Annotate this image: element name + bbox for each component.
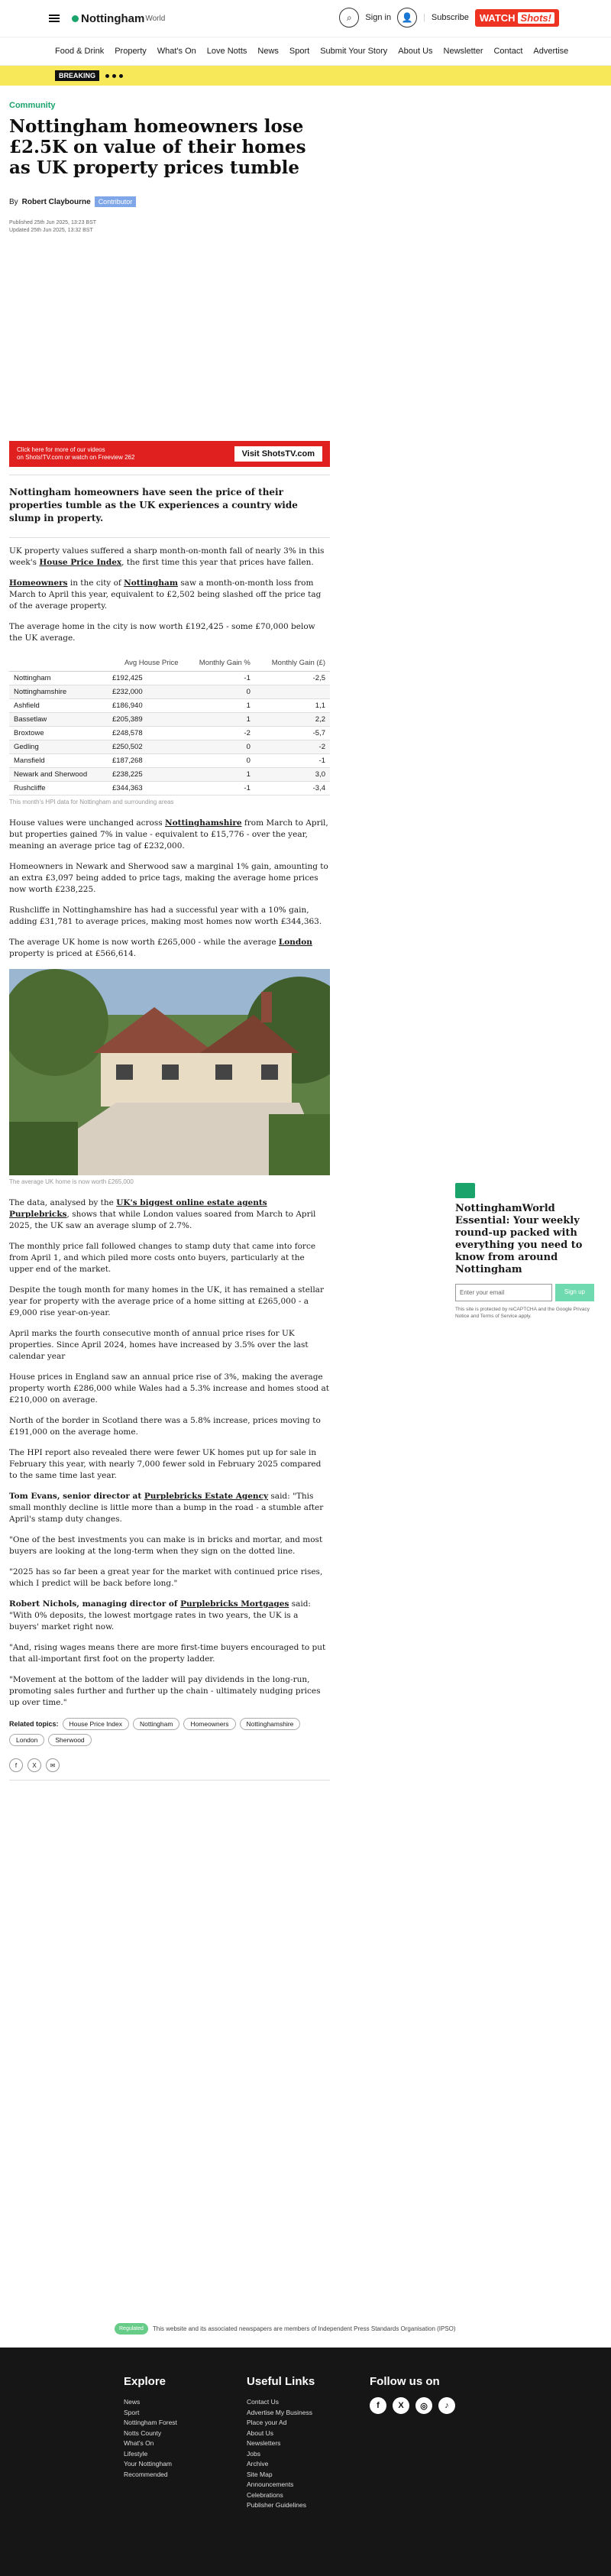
nav-item[interactable]: Advertise <box>533 47 569 56</box>
table-cell: Nottinghamshire <box>9 685 108 699</box>
site-header <box>0 0 611 37</box>
table-cell: £186,940 <box>108 699 183 713</box>
article-lead: Nottingham homeowners have seen the price of their properties tumble as the UK experiences a country wide slump in property. <box>9 487 298 523</box>
footer-link[interactable]: Newsletters <box>247 2439 281 2447</box>
nav-item[interactable]: About Us <box>398 47 433 56</box>
footer-link[interactable]: Place your Ad <box>247 2419 287 2426</box>
table-cell: -2,5 <box>255 672 330 685</box>
table-cell: £250,502 <box>108 740 183 754</box>
footer-link[interactable]: Lifestyle <box>124 2449 148 2458</box>
paragraph-7: The average UK home is now worth £265,000 - while the average London property is priced at £566,614. <box>9 938 312 958</box>
footer-link[interactable]: Site Map <box>247 2470 273 2478</box>
paragraph-4: House values were unchanged across Nottinghamshire from March to April, but properties gained 7% in value - equivalent to £15,776 - over the year, meaning an average price tag of £232,000. <box>9 818 328 851</box>
byline <box>9 196 330 207</box>
paragraph-6: Rushcliffe in Nottinghamshire has had a successful year with a 10% gain, adding £31,781 to average prices, making most homes now worth £344,363. <box>9 906 322 926</box>
table-cell: £232,000 <box>108 685 183 699</box>
table-cell: £248,578 <box>108 727 183 740</box>
author-name[interactable]: Robert Claybourne <box>21 197 91 206</box>
table-cell <box>255 685 330 699</box>
footer-link[interactable]: News <box>124 2398 141 2406</box>
table-row <box>9 740 330 754</box>
table-row <box>9 754 330 768</box>
table-cell: Newark and Sherwood <box>9 768 108 782</box>
table-cell: -1 <box>255 754 330 768</box>
table-cell: 1 <box>183 699 255 713</box>
tiktok-icon[interactable]: ♪ <box>438 2397 455 2414</box>
footer-link[interactable]: Archive <box>247 2460 269 2467</box>
footer-link[interactable]: Sport <box>124 2408 140 2416</box>
related-topic-tag[interactable]: Homeowners <box>183 1718 235 1730</box>
london-link[interactable]: London <box>278 938 312 947</box>
site-logo[interactable] <box>72 12 165 25</box>
table-cell: 3,0 <box>255 768 330 782</box>
table-cell: Bassetlaw <box>9 713 108 727</box>
breaking-badge: BREAKING <box>55 70 99 81</box>
footer-follow <box>370 2375 455 2414</box>
table-header-cell <box>9 655 108 672</box>
byline-prefix: By <box>9 197 18 206</box>
x-share-icon[interactable]: X <box>27 1758 41 1772</box>
newsletter-signup <box>455 1183 594 1320</box>
footer-link[interactable]: What's On <box>124 2439 154 2447</box>
footer-follow-title: Follow us on <box>370 2375 440 2388</box>
paragraph-15: Tom Evans, senior director at Purplebricks Estate Agency said: "This small monthly decline is little more than a bump in the road - a stumble after April's stamp duty changes. <box>9 1492 324 1524</box>
nav-item[interactable]: Sport <box>289 47 310 56</box>
footer-link[interactable]: Recommended <box>124 2470 168 2478</box>
homeowners-link[interactable]: Homeowners <box>9 578 68 588</box>
paragraph-8: The data, analysed by the UK's biggest online estate agents Purplebricks, shows that while London values soared from March to April 2025, the UK saw an average slump of 2.7%. <box>9 1198 316 1230</box>
main-nav <box>0 37 611 66</box>
ipso-text: This website and its associated newspapers are members of Independent Press Standards Organisation (IPSO) <box>152 2325 456 2332</box>
article-title: Nottingham homeowners lose £2.5K on value of their homes as UK property prices tumble <box>9 116 306 178</box>
author-role-badge: Contributor <box>95 196 137 207</box>
paragraph-16: "One of the best investments you can make is in bricks and mortar, and most buyers are looking at the long-term when they sign on the dotted line. <box>9 1535 323 1556</box>
facebook-share-icon[interactable]: f <box>9 1758 23 1772</box>
footer-link[interactable]: Advertise My Business <box>247 2408 312 2416</box>
footer-link[interactable]: Celebrations <box>247 2490 283 2499</box>
paragraph-17: "2025 has so far been a great year for the market with continued price rises, which I predict will be back before long." <box>9 1567 323 1588</box>
hpi-table <box>9 655 330 795</box>
ipso-badge[interactable]: Regulated <box>115 2323 148 2335</box>
table-cell: £187,268 <box>108 754 183 768</box>
paragraph-10: Despite the tough month for many homes in the UK, it has remained a stellar year for property with the average price of a home sitting at £265,000 - a £9,000 rise year-on-year. <box>9 1285 324 1317</box>
nav-item[interactable]: Newsletter <box>443 47 483 56</box>
table-row <box>9 727 330 740</box>
footer-link[interactable]: Notts County <box>124 2429 162 2437</box>
footer-link[interactable]: Contact Us <box>247 2398 280 2406</box>
logo-text: Nottingham <box>81 11 145 25</box>
footer-link[interactable]: Nottingham Forest <box>124 2419 177 2426</box>
divider <box>9 537 330 538</box>
purplebricks-link[interactable]: UK's biggest online estate agents Purplebricks <box>9 1198 267 1219</box>
email-share-icon[interactable]: ✉ <box>46 1758 60 1772</box>
table-cell: -3,4 <box>255 782 330 795</box>
paragraph-3: The average home in the city is now worth £192,425 - some £70,000 below the UK average. <box>9 622 315 643</box>
sign-up-button[interactable]: Sign up <box>555 1284 594 1301</box>
promo-text-2: on Shots!TV.com or watch on Freeview 262 <box>17 454 135 461</box>
footer-link[interactable]: About Us <box>247 2429 273 2437</box>
table-cell: 1 <box>183 768 255 782</box>
published-date: Published 25th Jun 2025, 13:23 BST <box>9 220 97 225</box>
table-cell: -1 <box>183 782 255 795</box>
nav-item[interactable]: News <box>257 47 279 56</box>
table-cell: -1 <box>183 672 255 685</box>
table-cell: -5,7 <box>255 727 330 740</box>
article <box>9 101 330 1788</box>
table-header-row <box>9 655 330 672</box>
related-topic-tag[interactable]: Sherwood <box>48 1734 91 1746</box>
table-cell: £238,225 <box>108 768 183 782</box>
nav-item[interactable]: What's On <box>157 47 196 56</box>
footer-link[interactable]: Announcements <box>247 2480 294 2488</box>
house-price-index-link[interactable]: House Price Index <box>39 558 122 567</box>
breaking-loading-dots <box>105 74 123 78</box>
subscribe-link[interactable]: Subscribe <box>431 13 469 22</box>
newsletter-icon <box>455 1183 475 1198</box>
facebook-icon[interactable]: f <box>370 2397 386 2414</box>
paragraph-11: April marks the fourth consecutive month of annual price rises for UK properties. Since April 2024, homes have increased by 3.5% over the last calendar year <box>9 1329 309 1361</box>
table-cell: Ashfield <box>9 699 108 713</box>
divider <box>9 1780 330 1781</box>
table-header-cell: Monthly Gain (£) <box>255 655 330 672</box>
divider: | <box>423 13 425 22</box>
table-cell: 0 <box>183 685 255 699</box>
nav-item[interactable]: Contact <box>493 47 523 56</box>
visit-shotstv-button[interactable]: Visit ShotsTV.com <box>234 446 322 462</box>
table-cell: 2,2 <box>255 713 330 727</box>
paragraph-14: The HPI report also revealed there were fewer UK homes put up for sale in February this year, with nearly 7,000 fewer sold in February 2025 compared to the same time last year. <box>9 1448 322 1480</box>
article-category[interactable]: Community <box>9 101 56 110</box>
menu-icon[interactable] <box>49 15 60 22</box>
table-cell: -2 <box>183 727 255 740</box>
table-cell: 1,1 <box>255 699 330 713</box>
table-cell: Rushcliffe <box>9 782 108 795</box>
purplebricks-mortgages-link[interactable]: Purplebricks Mortgages <box>180 1599 289 1609</box>
paragraph-18: Robert Nichols, managing director of Purplebricks Mortgages said: "With 0% deposits, the lowest mortgage rates in two years, the UK is a buyers' market right now. <box>9 1599 311 1631</box>
table-header-cell: Monthly Gain % <box>183 655 255 672</box>
related-topics <box>9 1718 330 1746</box>
paragraph-13: North of the border in Scotland there was a 5.8% increase, prices moving to £191,000 on the average home. <box>9 1416 321 1437</box>
table-row <box>9 782 330 795</box>
instagram-icon[interactable]: ◎ <box>415 2397 432 2414</box>
table-cell: -2 <box>255 740 330 754</box>
table-cell: Broxtowe <box>9 727 108 740</box>
logo-dot-icon <box>72 15 79 22</box>
house-photo <box>9 969 330 1175</box>
logo-suffix: World <box>145 14 166 23</box>
nav-item[interactable]: Food & Drink <box>55 47 105 56</box>
paragraph-2: Homeowners in the city of Nottingham saw a month-on-month loss from March to April this year, equivalent to £2,502 being slashed off the price tag of the average property. <box>9 578 322 611</box>
ipso-notice <box>115 2323 456 2335</box>
table-cell: £192,425 <box>108 672 183 685</box>
updated-date: Updated 25th Jun 2025, 13:32 BST <box>9 228 93 233</box>
nottingham-link[interactable]: Nottingham <box>124 578 178 588</box>
watch-label: WATCH <box>479 11 516 24</box>
table-cell: Mansfield <box>9 754 108 768</box>
sign-in-link[interactable]: Sign in <box>365 13 392 22</box>
table-row <box>9 685 330 699</box>
related-topic-tag[interactable]: House Price Index <box>63 1718 129 1730</box>
search-icon[interactable]: ⌕ <box>339 8 359 28</box>
watch-shots-button[interactable] <box>475 9 559 27</box>
table-cell: Nottingham <box>9 672 108 685</box>
table-cell: 0 <box>183 740 255 754</box>
table-row <box>9 672 330 685</box>
newsletter-title: NottinghamWorld Essential: Your weekly round-up packed with everything you need to know from around Nottingham <box>455 1203 583 1275</box>
purplebricks-estate-agency-link[interactable]: Purplebricks Estate Agency <box>144 1492 269 1501</box>
shots-tv-promo[interactable] <box>9 441 330 467</box>
footer-explore-title: Explore <box>124 2375 166 2388</box>
related-topic-tag[interactable]: Nottingham <box>133 1718 179 1730</box>
paragraph-9: The monthly price fall followed changes to stamp duty that came into force from April 1, and which piled more costs onto buyers, particularly at the upper end of the market. <box>9 1242 316 1274</box>
footer-useful-title: Useful Links <box>247 2375 315 2388</box>
footer-explore <box>124 2375 177 2480</box>
nav-item[interactable]: Submit Your Story <box>320 47 388 56</box>
footer-link[interactable]: Publisher Guidelines <box>247 2501 306 2509</box>
paragraph-5: Homeowners in Newark and Sherwood saw a marginal 1% gain, amounting to an extra £3,097 being added to price tags, making the average home prices now worth £238,225. <box>9 862 328 894</box>
photo-caption: The average UK home is now worth £265,000 <box>9 1178 134 1185</box>
footer-link[interactable]: Jobs <box>247 2449 260 2458</box>
shots-brand: Shots! <box>518 12 554 24</box>
nottinghamshire-link[interactable]: Nottinghamshire <box>165 818 242 828</box>
user-icon[interactable]: 👤 <box>397 8 417 28</box>
ad-slot <box>9 235 330 441</box>
paragraph-19: "And, rising wages means there are more first-time buyers encouraged to put that all-important first foot on the property ladder. <box>9 1643 326 1664</box>
related-topic-tag[interactable]: London <box>9 1734 44 1746</box>
footer-useful-links <box>247 2375 315 2511</box>
table-row <box>9 699 330 713</box>
table-cell: 0 <box>183 754 255 768</box>
breaking-bar <box>0 66 611 86</box>
nav-item[interactable]: Property <box>115 47 147 56</box>
promo-text-1: Click here for more of our videos <box>17 446 105 453</box>
table-cell: £344,363 <box>108 782 183 795</box>
table-cell: 1 <box>183 713 255 727</box>
site-footer <box>0 2348 611 2576</box>
paragraph-20: "Movement at the bottom of the ladder will pay dividends in the long-run, promoting sales further and further up the chain - ultimately nudging prices up over time." <box>9 1675 321 1707</box>
x-icon[interactable]: X <box>393 2397 409 2414</box>
share-bar <box>9 1758 330 1772</box>
table-caption: This month's HPI data for Nottingham and surrounding areas <box>9 799 174 805</box>
paragraph-1: UK property values suffered a sharp month-on-month fall of nearly 3% in this week's House Price Index, the first time this year that prices have fallen. <box>9 546 325 567</box>
paragraph-12: House prices in England saw an annual price rise of 3%, making the average property worth £286,000 while Wales had a 5.3% increase and homes stood at £210,000 on average. <box>9 1372 330 1405</box>
table-header-cell: Avg House Price <box>108 655 183 672</box>
table-cell: Gedling <box>9 740 108 754</box>
related-topics-label: Related topics: <box>9 1720 59 1728</box>
nav-item[interactable]: Love Notts <box>206 47 247 56</box>
table-row <box>9 768 330 782</box>
footer-link[interactable]: Your Nottingham <box>124 2460 173 2467</box>
email-field[interactable]: Enter your email <box>455 1284 552 1301</box>
table-cell: £205,389 <box>108 713 183 727</box>
related-topic-tag[interactable]: Nottinghamshire <box>240 1718 301 1730</box>
article-dates <box>9 219 330 235</box>
table-row <box>9 713 330 727</box>
recaptcha-notice: This site is protected by reCAPTCHA and the Google Privacy Notice and Terms of Service apply. <box>455 1307 590 1319</box>
